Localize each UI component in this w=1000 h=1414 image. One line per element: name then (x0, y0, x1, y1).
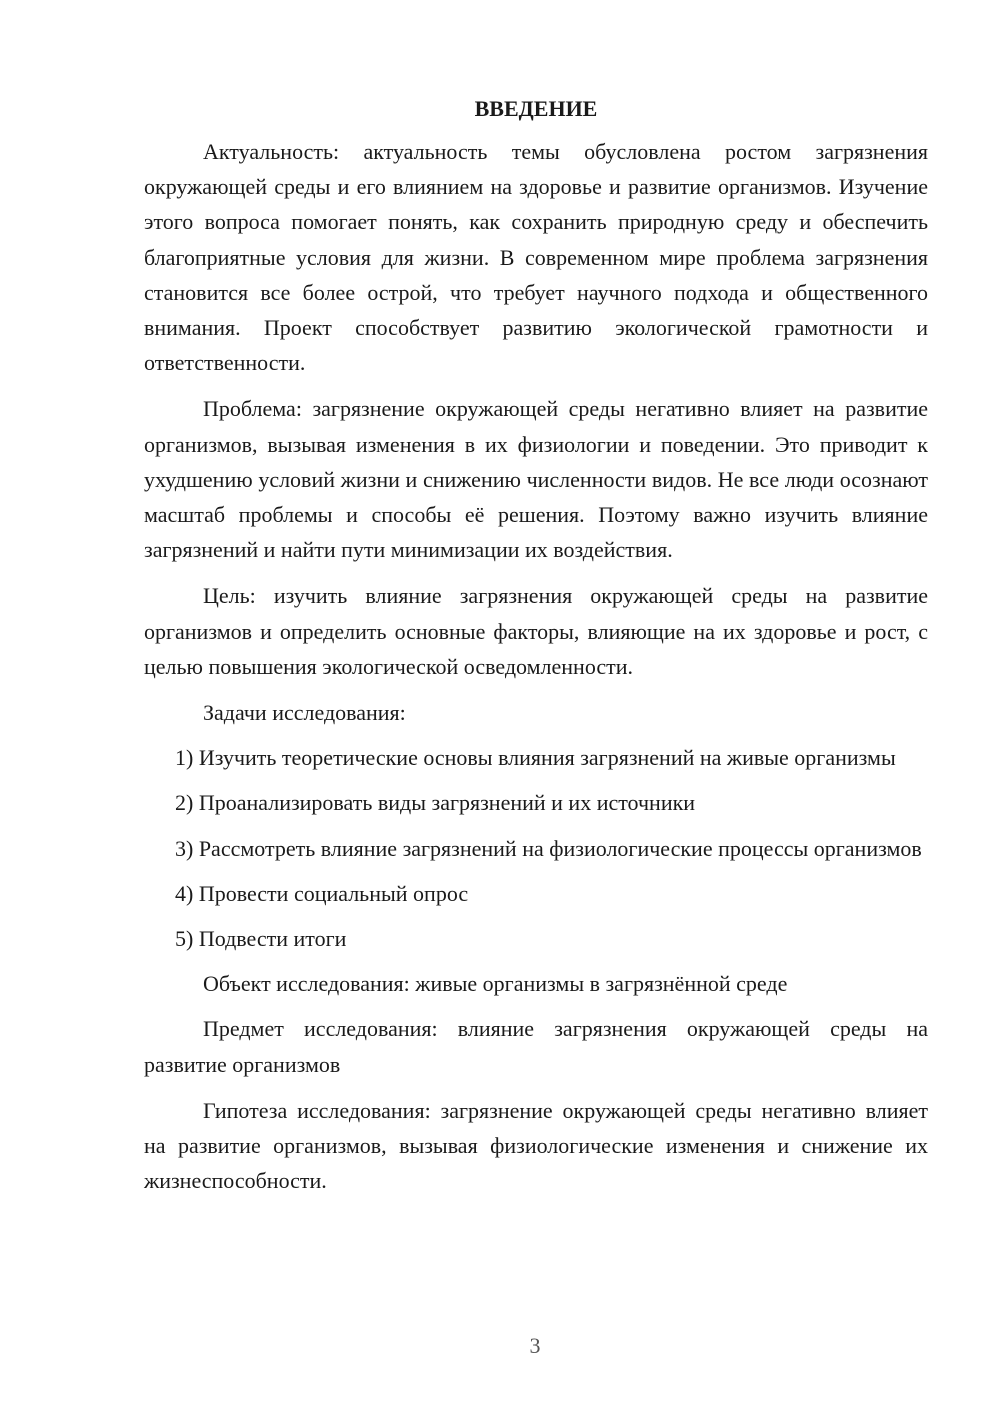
task-item-4: 4) Провести социальный опрос (175, 880, 469, 906)
task-item-5: 5) Подвести итоги (175, 926, 347, 952)
page-number: 3 (529, 1333, 541, 1358)
tasks-heading: Задачи исследования: (203, 700, 406, 726)
document-page (144, 94, 928, 1209)
research-object: Объект исследования: живые организмы в загрязнённой среде (203, 971, 788, 997)
section-title: ВВЕДЕНИЕ (474, 96, 598, 121)
research-subject: Предмет исследования: влияние загрязнения окружающей среды на развитие организмов (144, 1016, 928, 1077)
research-hypothesis: Гипотеза исследования: загрязнение окружающей среды негативно влияет на развитие организмов, вызывая физиологические изменения и снижение их жизнеспособности. (144, 1097, 928, 1194)
task-item-1: 1) Изучить теоретические основы влияния загрязнений на живые организмы (175, 745, 896, 771)
goal-paragraph: Цель: изучить влияние загрязнения окружающей среды на развитие организмов и определить основные факторы, влияющие на их здоровье и рост, с целью повышения экологической осведомленности. (144, 583, 928, 679)
task-item-2: 2) Проанализировать виды загрязнений и их источники (175, 790, 696, 816)
problem-paragraph: Проблема: загрязнение окружающей среды негативно влияет на развитие организмов, вызывая изменения в их физиологии и поведении. Это приводит к ухудшению условий жизни и снижению численности видов. Не все люди осознают масштаб проблемы и способы её решения. Поэтому важно изучить влияние загрязнений и найти пути минимизации их воздействия. (144, 396, 928, 563)
relevance-paragraph: Актуальность: актуальность темы обусловлена ростом загрязнения окружающей среды и его влиянием на здоровье и развитие организмов. Изучение этого вопроса помогает понять, как сохранить природную среду и обеспечить благоприятные условия для жизни. В современном мире проблема загрязнения становится все более острой, что требует научного подхода и общественного внимания. Проект способствует развитию экологической грамотности и ответственности. (144, 139, 928, 376)
task-item-3: 3) Рассмотреть влияние загрязнений на физиологические процессы организмов (175, 835, 922, 861)
